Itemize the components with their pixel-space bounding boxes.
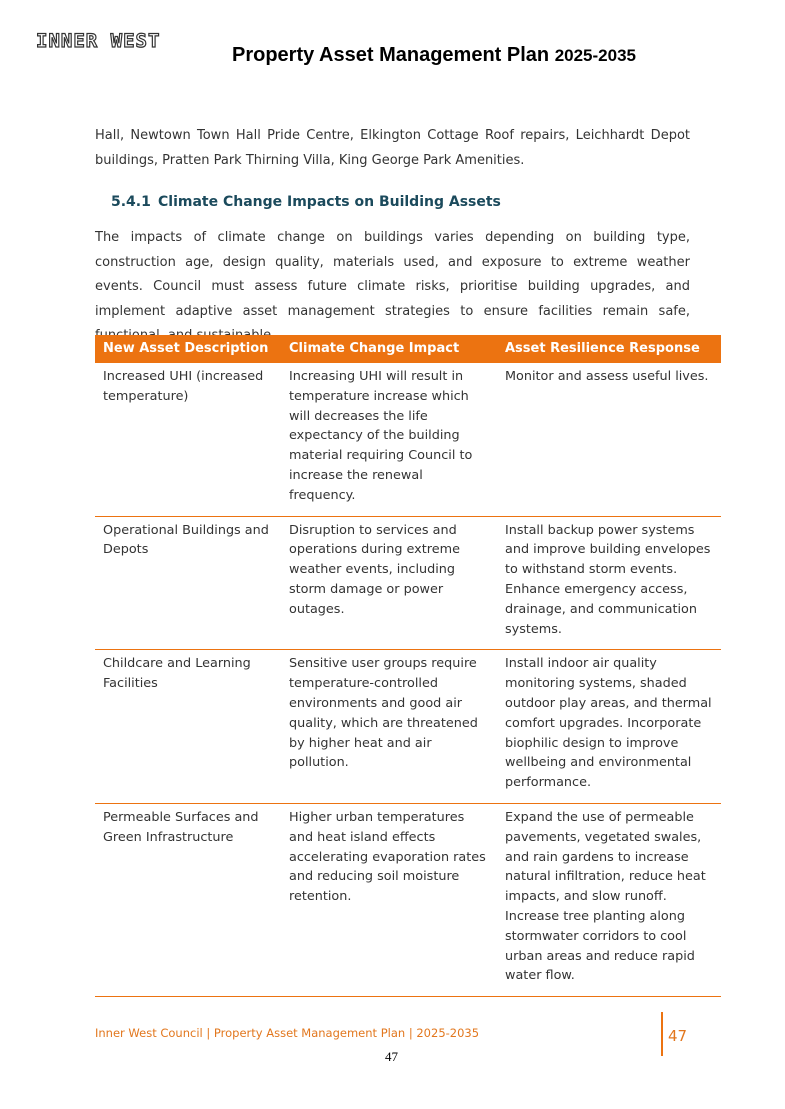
cell-description: Increased UHI (increased temperature) bbox=[103, 369, 264, 404]
table-row bbox=[95, 804, 721, 997]
cell-description: Permeable Surfaces and Green Infrastructure bbox=[103, 809, 259, 845]
section-title: Climate Change Impacts on Building Assets bbox=[158, 194, 501, 210]
table-row bbox=[95, 517, 721, 651]
cell-response: Install backup power systems and improve building envelopes to withstand storm events. Enhance emergency access, drainage, and communication systems. bbox=[505, 522, 711, 637]
cell-impact: Higher urban temperatures and heat island effects accelerating evaporation rates and reducing soil moisture retention. bbox=[289, 809, 486, 905]
cell-impact: Disruption to services and operations during extreme weather events, including storm damage or power outages. bbox=[289, 522, 460, 617]
cell-response: Expand the use of permeable pavements, vegetated swales, and rain gardens to increase natural infiltration, reduce heat impacts, and slow runoff. Increase tree planting along stormwater corridors to cool urban areas and reduce rapid water flow. bbox=[505, 809, 706, 984]
cell-response: Monitor and assess useful lives. bbox=[505, 369, 709, 384]
footer-page-label: 47 bbox=[668, 1027, 688, 1045]
document-title bbox=[232, 44, 636, 67]
header-climate-impact: Climate Change Impact bbox=[289, 341, 460, 357]
footer-divider bbox=[661, 1012, 663, 1056]
table-row bbox=[95, 650, 721, 804]
climate-impacts-table bbox=[95, 335, 721, 997]
footer-text: Inner West Council | Property Asset Management Plan | 2025-2035 bbox=[95, 1026, 480, 1040]
cell-impact: Increasing UHI will result in temperature increase which will decreases the life expectancy of the building material requiring Council to increase the renewal frequency. bbox=[289, 369, 473, 503]
header-asset-description: New Asset Description bbox=[103, 341, 269, 357]
header-resilience-response: Asset Resilience Response bbox=[505, 341, 700, 357]
intro-paragraph: Hall, Newtown Town Hall Pride Centre, Elkington Cottage Roof repairs, Leichhardt Depot buildings, Pratten Park Thirning Villa, King George Park Amenities. bbox=[95, 128, 690, 168]
title-years: 2025-2035 bbox=[554, 46, 636, 65]
cell-description: Childcare and Learning Facilities bbox=[103, 656, 251, 692]
title-main: Property Asset Management Plan bbox=[232, 44, 555, 66]
table-row bbox=[95, 363, 721, 517]
section-paragraph: The impacts of climate change on buildings varies depending on building type, construction age, design quality, materials used, and exposure to extreme weather events. Council must assess future climate risks, prioritise building upgrades, and implement adaptive asset management strategies to ensure facilities remain safe, bbox=[95, 230, 690, 319]
section-heading bbox=[111, 194, 501, 210]
inner-west-logo: INNER WEST bbox=[36, 30, 161, 52]
table-header bbox=[95, 335, 721, 363]
cell-impact: Sensitive user groups require temperature-controlled environments and good air quality, which are threatened by higher heat and air pollution. bbox=[289, 656, 478, 771]
cell-description: Operational Buildings and Depots bbox=[103, 522, 269, 558]
section-number: 5.4.1 bbox=[111, 194, 151, 210]
cell-response: Install indoor air quality monitoring systems, shaded outdoor play areas, and thermal comfort upgrades. Incorporate biophilic design to improve wellbeing and environmental performance. bbox=[505, 656, 712, 791]
page-number: 47 bbox=[385, 1049, 398, 1064]
